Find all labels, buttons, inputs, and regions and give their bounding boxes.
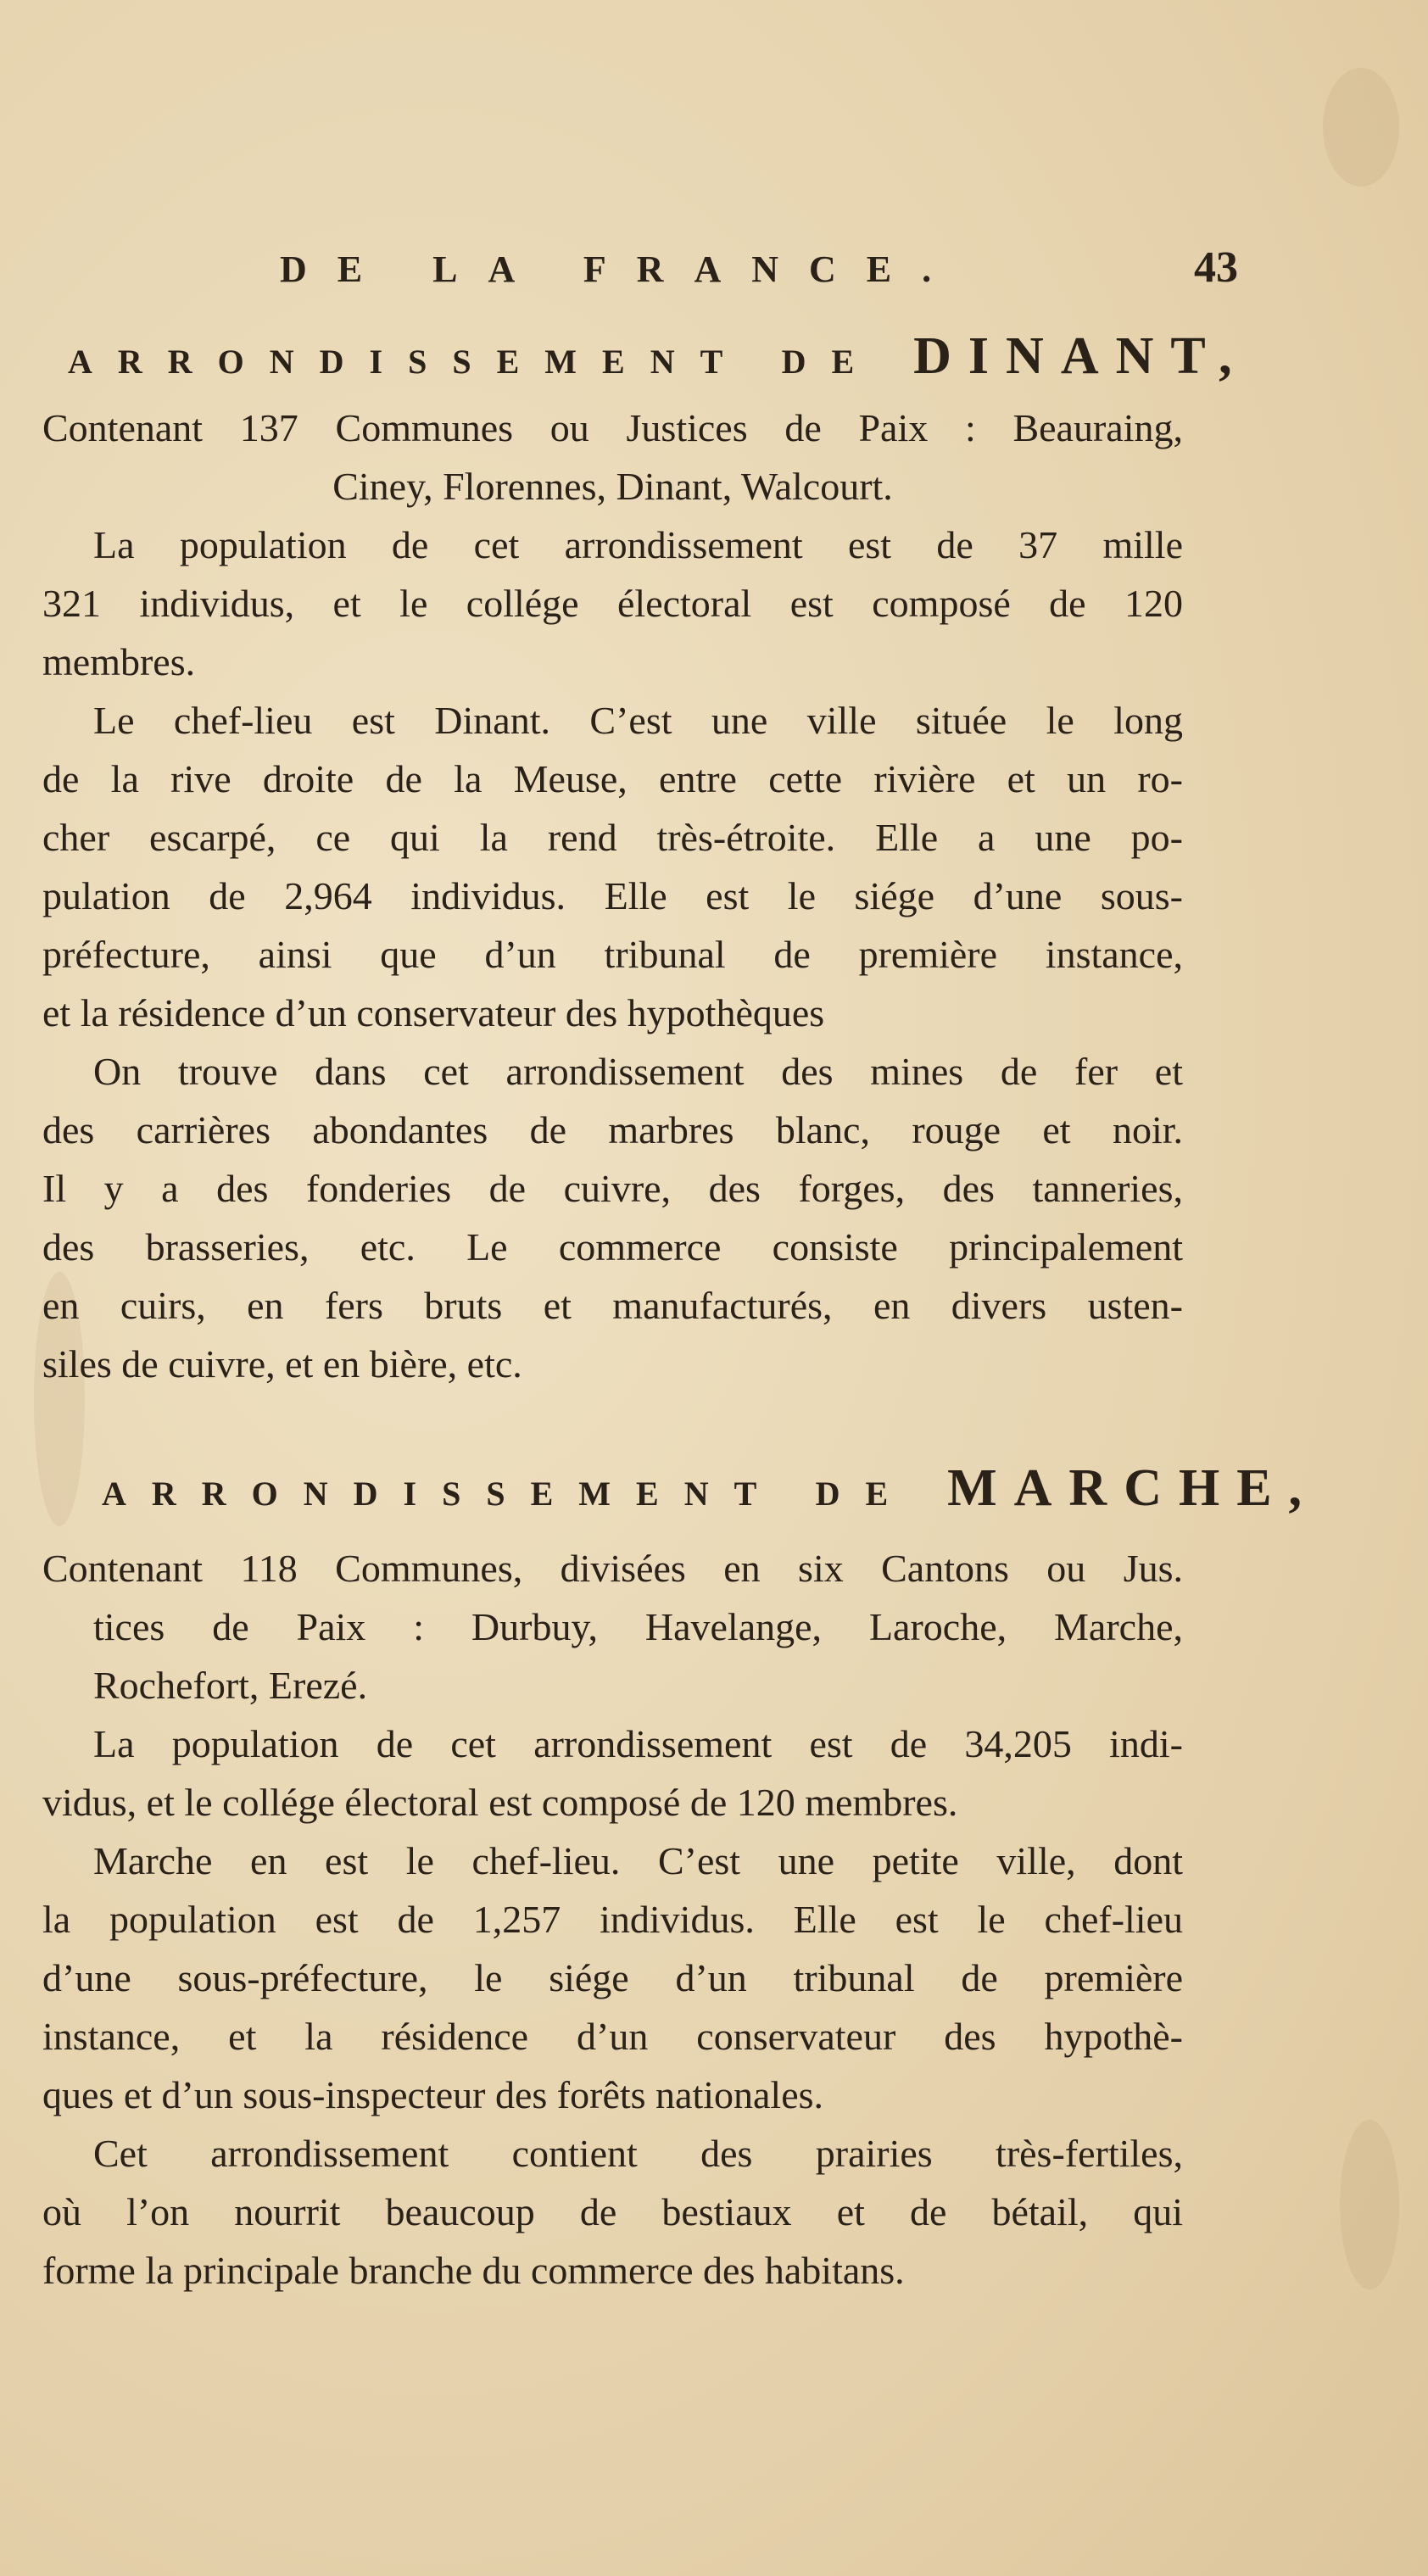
paragraph-line: membres.: [42, 640, 196, 683]
intro-line: Contenant 137 Communes ou Justices de Paix : Beauraing,: [42, 406, 1183, 449]
paragraph-line: 321 individus, et le collége électoral est composé de 120: [42, 582, 1183, 625]
section-dinant: [42, 326, 1249, 387]
paragraph-line: d’une sous-préfecture, le siége d’un tribunal de première: [42, 1956, 1183, 1999]
paper-stain: [1340, 2120, 1399, 2289]
paragraph-line: Cet arrondissement contient des prairies très-fertiles,: [93, 2132, 1183, 2175]
section-marche-text: [42, 1539, 1183, 2300]
paragraph-line: où l’on nourrit beaucoup de bestiaux et de bétail, qui: [42, 2190, 1183, 2233]
section-heading: [42, 326, 1249, 387]
paragraph-line: La population de cet arrondissement est de 37 mille: [93, 523, 1183, 566]
paragraph-line: préfecture, ainsi que d’un tribunal de première instance,: [42, 933, 1183, 976]
paragraph-line: des brasseries, etc. Le commerce consiste principalement: [42, 1225, 1183, 1268]
page-number: 43: [1194, 243, 1238, 292]
heading-name: MARCHE,: [947, 1459, 1319, 1517]
paragraph-line: instance, et la résidence d’un conservateur des hypothè-: [42, 2015, 1183, 2058]
paragraph-line: forme la principale branche du commerce des habitans.: [42, 2249, 905, 2292]
paragraph-line: siles de cuivre, et en bière, etc.: [42, 1342, 522, 1386]
paragraph-line: ques et d’un sous-inspecteur des forêts nationales.: [42, 2073, 824, 2116]
intro-line: Contenant 118 Communes, divisées en six Cantons ou Jus.: [42, 1547, 1183, 1590]
paragraph-line: Marche en est le chef-lieu. C’est une petite ville, dont: [93, 1839, 1183, 1882]
paragraph-line: la population est de 1,257 individus. Elle est le chef-lieu: [42, 1898, 1183, 1941]
paper-stain: [1323, 68, 1399, 187]
paragraph-line: Il y a des fonderies de cuivre, des forges, des tanneries,: [42, 1167, 1183, 1210]
section-heading: [42, 1458, 1319, 1519]
paragraph-line: en cuirs, en fers bruts et manufacturés, en divers usten-: [42, 1284, 1183, 1327]
heading-name: DINANT,: [913, 327, 1249, 385]
paragraph-line: cher escarpé, ce qui la rend très-étroite. Elle a une po-: [42, 816, 1183, 859]
paragraph-line: de la rive droite de la Meuse, entre cette rivière et un ro-: [42, 757, 1183, 800]
section-marche: [42, 1458, 1319, 1519]
paragraph-line: et la résidence d’un conservateur des hypothèques: [42, 991, 825, 1034]
intro-line: Ciney, Florennes, Dinant, Walcourt.: [332, 465, 893, 508]
running-head-title: DE LA FRANCE.: [280, 248, 962, 290]
paragraph-line: Le chef-lieu est Dinant. C’est une ville située le long: [93, 699, 1183, 742]
running-head: [280, 243, 1238, 315]
paragraph-line: vidus, et le collége électoral est composé de 120 membres.: [42, 1781, 958, 1824]
intro-line: tices de Paix : Durbuy, Havelange, Laroche, Marche,: [93, 1605, 1183, 1648]
paragraph-line: On trouve dans cet arrondissement des mines de fer et: [93, 1050, 1183, 1093]
intro-line: Rochefort, Erezé.: [93, 1664, 368, 1707]
paragraph-line: La population de cet arrondissement est de 34,205 indi-: [93, 1722, 1183, 1765]
paragraph-line: des carrières abondantes de marbres blanc, rouge et noir.: [42, 1108, 1183, 1151]
paragraph-line: pulation de 2,964 individus. Elle est le siége d’une sous-: [42, 874, 1183, 917]
heading-prefix: ARRONDISSEMENT DE: [68, 343, 880, 381]
heading-prefix: ARRONDISSEMENT DE: [102, 1475, 914, 1513]
section-dinant-text: [42, 399, 1183, 1393]
